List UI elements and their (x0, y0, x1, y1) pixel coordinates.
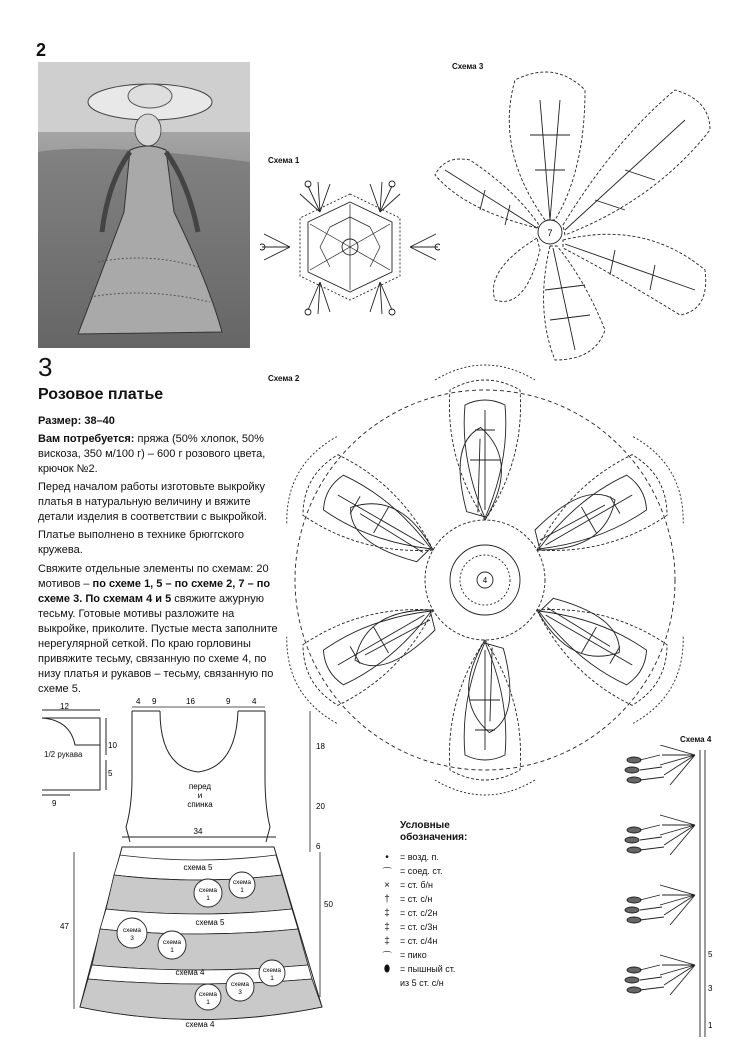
body-label-3: спинка (187, 800, 213, 809)
legend-text: = ст. с/3н (400, 922, 438, 932)
body-label-2: и (197, 791, 203, 800)
legend-symbol: ⬮ (383, 963, 391, 975)
left-dim-47: 47 (60, 922, 69, 931)
legend-symbol: • (385, 851, 389, 863)
legend-item (380, 976, 490, 990)
paragraph-3 (38, 562, 283, 697)
schema-2-label: Схема 2 (268, 374, 300, 383)
sleeve-height-2: 5 (108, 769, 113, 778)
paragraph-3-c: свяжите ажурную тесьму. Готовые мотивы разложите на выкройке, приколите. Пустые места заполните нерегулярной сеткой. По краю горловины привяжите тесьму, связанную по схеме 4, по низу платья и рукавов – тесьму, связанную по схеме 5. (38, 593, 278, 695)
motif-5-num: 1 (270, 975, 274, 982)
paragraph-3-b: по схеме 1, 5 – по схеме 2, 7 – по схеме 3. По схемам 4 и 5 (38, 578, 271, 605)
sleeve-height-1: 10 (108, 741, 117, 750)
legend-text: = возд. п. (400, 852, 439, 862)
schema-3-label: Схема 3 (452, 62, 484, 71)
size-label: Размер: 38–40 (38, 415, 115, 427)
paragraph-2: Платье выполнено в технике брюггского кружева. (38, 529, 244, 556)
legend-symbol: ‡ (384, 907, 390, 919)
legend-item (380, 906, 490, 920)
paragraph-3-a: Свяжите отдельные элементы по схемам: 20 мотивов – (38, 563, 269, 590)
band-schema-5-mid: схема 5 (195, 918, 225, 927)
schema-2-diagram (285, 350, 685, 810)
legend-symbol: ‡ (384, 921, 390, 933)
side-dim-20: 20 (316, 802, 325, 811)
dress-photo (38, 62, 250, 348)
motif-3-num: 3 (130, 935, 134, 942)
sleeve-bottom: 9 (52, 799, 57, 808)
schema-1-diagram (260, 172, 440, 322)
motif-1-num: 1 (206, 895, 210, 902)
motif-1-word: схема (198, 887, 218, 894)
materials (38, 432, 283, 477)
motif-3-word: схема (122, 927, 142, 934)
legend-symbol: × (384, 879, 390, 891)
motif-7-num: 1 (206, 999, 210, 1006)
dim-top-3: 16 (186, 697, 195, 706)
schema-3-diagram (425, 60, 720, 370)
dim-top-4: 9 (226, 697, 231, 706)
motif-4-word: схема (162, 939, 182, 946)
schema-3-center: 7 (547, 228, 553, 238)
legend-symbol: ⌒ (382, 951, 392, 963)
legend-heading-1: Условные (400, 820, 450, 831)
legend-text: = ст. с/н (400, 894, 433, 904)
project-number: 3 (38, 352, 53, 382)
sleeve-width: 12 (60, 702, 69, 711)
dim-top-2: 9 (152, 697, 157, 706)
schema-4-diagram (600, 745, 720, 1040)
legend-symbol: ‡ (384, 935, 390, 947)
dress-pattern (60, 697, 340, 1037)
legend-item (380, 934, 490, 948)
legend-text: из 5 ст. с/н (400, 978, 444, 988)
motif-7-word: схема (198, 991, 218, 998)
motif-4-num: 1 (170, 947, 174, 954)
schema-4-row-3: 3 (708, 984, 713, 993)
side-dim-6: 6 (316, 842, 321, 851)
legend-symbol: † (384, 893, 390, 905)
band-schema-4-mid: схема 4 (175, 968, 205, 977)
legend-text: = соед. ст. (400, 866, 443, 876)
page-number: 2 (36, 40, 47, 60)
motif-6-word: схема (230, 981, 250, 988)
motif-2-word: схема (232, 879, 252, 886)
paragraph-1: Перед началом работы изготовьте выкройку платья в натуральную величину и вяжите детали изделия в соответствии с выкройкой. (38, 481, 267, 523)
schema-2-center: 4 (482, 576, 488, 585)
band-schema-4-bottom: схема 4 (185, 1020, 215, 1029)
legend-text: = ст. с/4н (400, 936, 438, 946)
motif-2-num: 1 (240, 887, 244, 894)
legend-heading-2: обозначения: (400, 832, 468, 843)
legend-item (380, 962, 490, 976)
page-title: Розовое платье (38, 386, 164, 403)
legend-item (380, 920, 490, 934)
legend-text: = ст. с/2н (400, 908, 438, 918)
legend-item (380, 850, 490, 864)
legend-list (380, 850, 490, 990)
schema-4-row-5: 5 (708, 950, 713, 959)
materials-label: Вам потребуется: (38, 433, 135, 445)
legend-symbol: ⌒ (382, 867, 392, 879)
legend-item (380, 892, 490, 906)
sleeve-label: 1/2 рукава (44, 750, 83, 759)
side-dim-18: 18 (316, 742, 325, 751)
schema-1-label: Схема 1 (268, 156, 300, 165)
body-label-1: перед (188, 782, 212, 791)
schema-4-label: Схема 4 (680, 735, 712, 744)
legend-text: = пико (400, 950, 427, 960)
side-dim-50: 50 (324, 900, 333, 909)
legend-heading (400, 820, 500, 844)
dim-top-5: 4 (252, 697, 257, 706)
legend-text: = пышный ст. (400, 964, 456, 974)
dim-top-1: 4 (136, 697, 141, 706)
legend-text: = ст. б/н (400, 880, 434, 890)
motif-6-num: 3 (238, 989, 242, 996)
materials-text: пряжа (50% хлопок, 50% вискоза, 350 м/100 г) – 600 г розового цвета, крючок №2. (38, 433, 266, 475)
schema-4-row-1: 1 (708, 1021, 713, 1030)
legend-item (380, 864, 490, 878)
waist-dim: 34 (193, 827, 203, 836)
band-schema-5-top: схема 5 (183, 863, 213, 872)
legend-item (380, 948, 490, 962)
motif-5-word: схема (262, 967, 282, 974)
legend-item (380, 878, 490, 892)
